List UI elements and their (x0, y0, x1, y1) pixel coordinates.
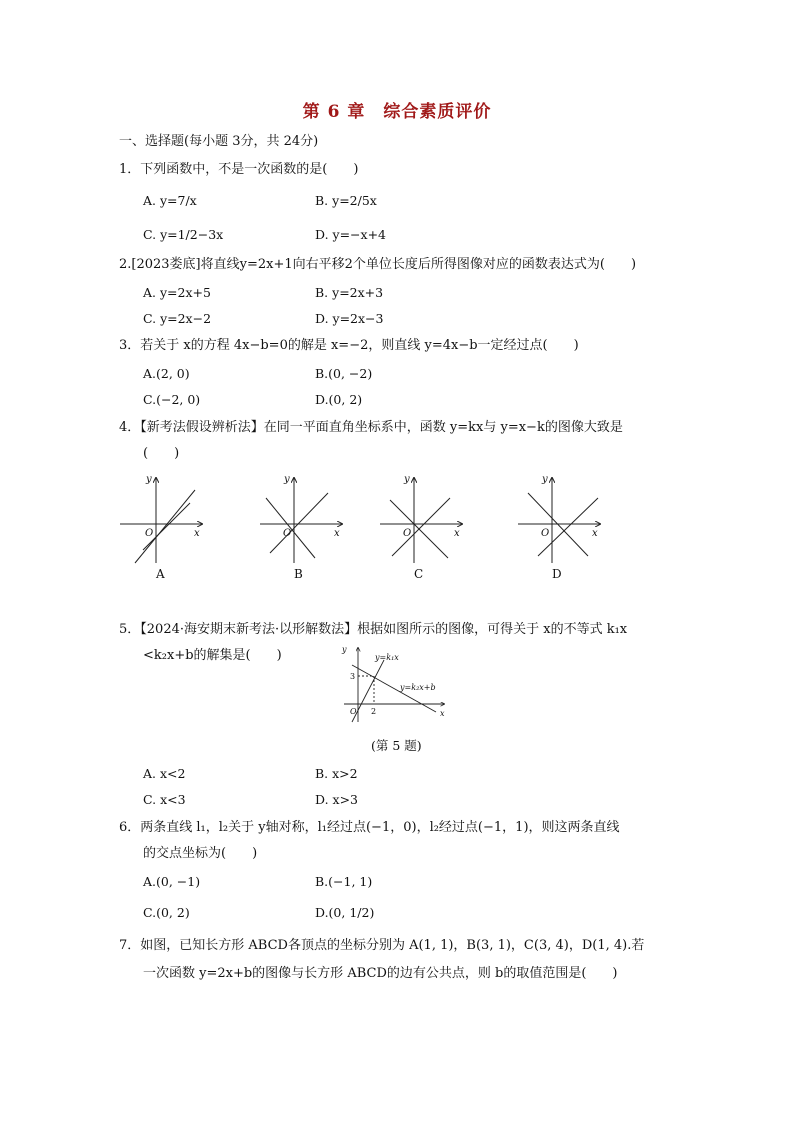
q4-c-origin: O (403, 528, 412, 539)
svg-text:O: O (350, 707, 357, 716)
q4-d-x-label: x (592, 528, 598, 539)
q1-option-b: B. y=2/5x (315, 193, 377, 208)
q4-graph-a (120, 478, 202, 563)
q1-option-d: D. y=−x+4 (315, 227, 387, 242)
q4-b-origin: O (283, 528, 292, 539)
q2-option-b: B. y=2x+3 (315, 285, 384, 300)
q4-graph-label-b: B (294, 567, 303, 581)
q6-stem-line2: 的交点坐标为( ) (143, 846, 258, 861)
section-heading: 一、选择题(每小题 3分，共 24分) (119, 134, 319, 149)
q3-option-b: B.(0, −2) (315, 366, 373, 381)
q2-option-d: D. y=2x−3 (315, 311, 384, 326)
q2-option-c: C. y=2x−2 (143, 311, 212, 326)
q3-option-d: D.(0, 2) (315, 392, 363, 407)
q4-a-x-label: x (194, 528, 200, 539)
q5-line1-label: y=k₁x (375, 653, 399, 662)
q5-tick-y: 3 (350, 672, 356, 681)
q5-option-b: B. x>2 (315, 766, 358, 781)
q5-tick-x: 2 (371, 707, 377, 716)
q6-option-b: B.(−1, 1) (315, 874, 373, 889)
q4-d-y-label: y (542, 474, 548, 485)
page-title: 第 6 章 综合素质评价 (302, 102, 492, 122)
q2-option-a: A. y=2x+5 (143, 285, 211, 300)
q5-figure (340, 644, 450, 726)
q4-graph-label-a: A (156, 567, 165, 581)
q4-d-origin: O (541, 528, 550, 539)
q4-stem-line1: 4．【新考法假设辨析法】在同一平面直角坐标系中，函数 y=kx与 y=x−k的图像大致是 (119, 420, 623, 435)
svg-text:x: x (440, 709, 445, 718)
q7-stem-line2: 一次函数 y=2x+b的图像与长方形 ABCD的边有公共点，则 b的取值范围是( ) (143, 966, 618, 981)
q4-graphs (110, 468, 620, 586)
q1-option-a: A. y=7/x (143, 193, 197, 208)
q6-stem-line1: 6．两条直线 l₁，l₂关于 y轴对称，l₁经过点(−1，0)，l₂经过点(−1，1)，则这两条直线 (119, 820, 620, 835)
q4-graph-label-c: C (414, 567, 424, 581)
q4-a-origin: O (145, 528, 154, 539)
q5-caption: (第 5 题) (371, 738, 422, 753)
q4-graph-label-d: D (552, 567, 562, 581)
q1-option-c: C. y=1/2−3x (143, 227, 224, 242)
q1-stem: 1．下列函数中，不是一次函数的是( ) (119, 162, 359, 177)
q7-stem-line1: 7．如图，已知长方形 ABCD各顶点的坐标分别为 A(1, 1)，B(3, 1)，C(3, 4)，D(1, 4).若 (119, 938, 645, 953)
q3-option-a: A.(2, 0) (143, 366, 190, 381)
q5-line2-label: y=k₂x+b (400, 683, 436, 692)
q3-stem: 3．若关于 x的方程 4x−b=0的解是 x=−2，则直线 y=4x−b一定经过点( ) (119, 338, 579, 353)
q4-c-y-label: y (404, 474, 410, 485)
svg-text:y: y (342, 645, 347, 654)
q6-option-c: C.(0, 2) (143, 905, 190, 920)
q5-stem-line1: 5．【2024·海安期末新考法·以形解数法】根据如图所示的图像，可得关于 x的不等式 k₁x (119, 622, 628, 637)
q4-b-x-label: x (334, 528, 340, 539)
q4-graph-b (260, 478, 342, 563)
q4-c-x-label: x (454, 528, 460, 539)
q5-stem-line2: <k₂x+b的解集是( ) (143, 648, 282, 663)
q4-b-y-label: y (284, 474, 290, 485)
q4-stem-line2: ( ) (143, 446, 180, 461)
q4-graph-c (380, 478, 462, 563)
q3-option-c: C.(−2, 0) (143, 392, 201, 407)
q6-option-d: D.(0, 1/2) (315, 905, 375, 920)
q5-option-c: C. x<3 (143, 792, 186, 807)
q5-option-d: D. x>3 (315, 792, 358, 807)
q6-option-a: A.(0, −1) (143, 874, 201, 889)
q4-graph-d (518, 478, 600, 563)
q5-option-a: A. x<2 (143, 766, 186, 781)
q4-a-y-label: y (146, 474, 152, 485)
q2-stem: 2.[2023娄底]将直线y=2x+1向右平移2个单位长度后所得图像对应的函数表达式为( ) (119, 257, 637, 272)
